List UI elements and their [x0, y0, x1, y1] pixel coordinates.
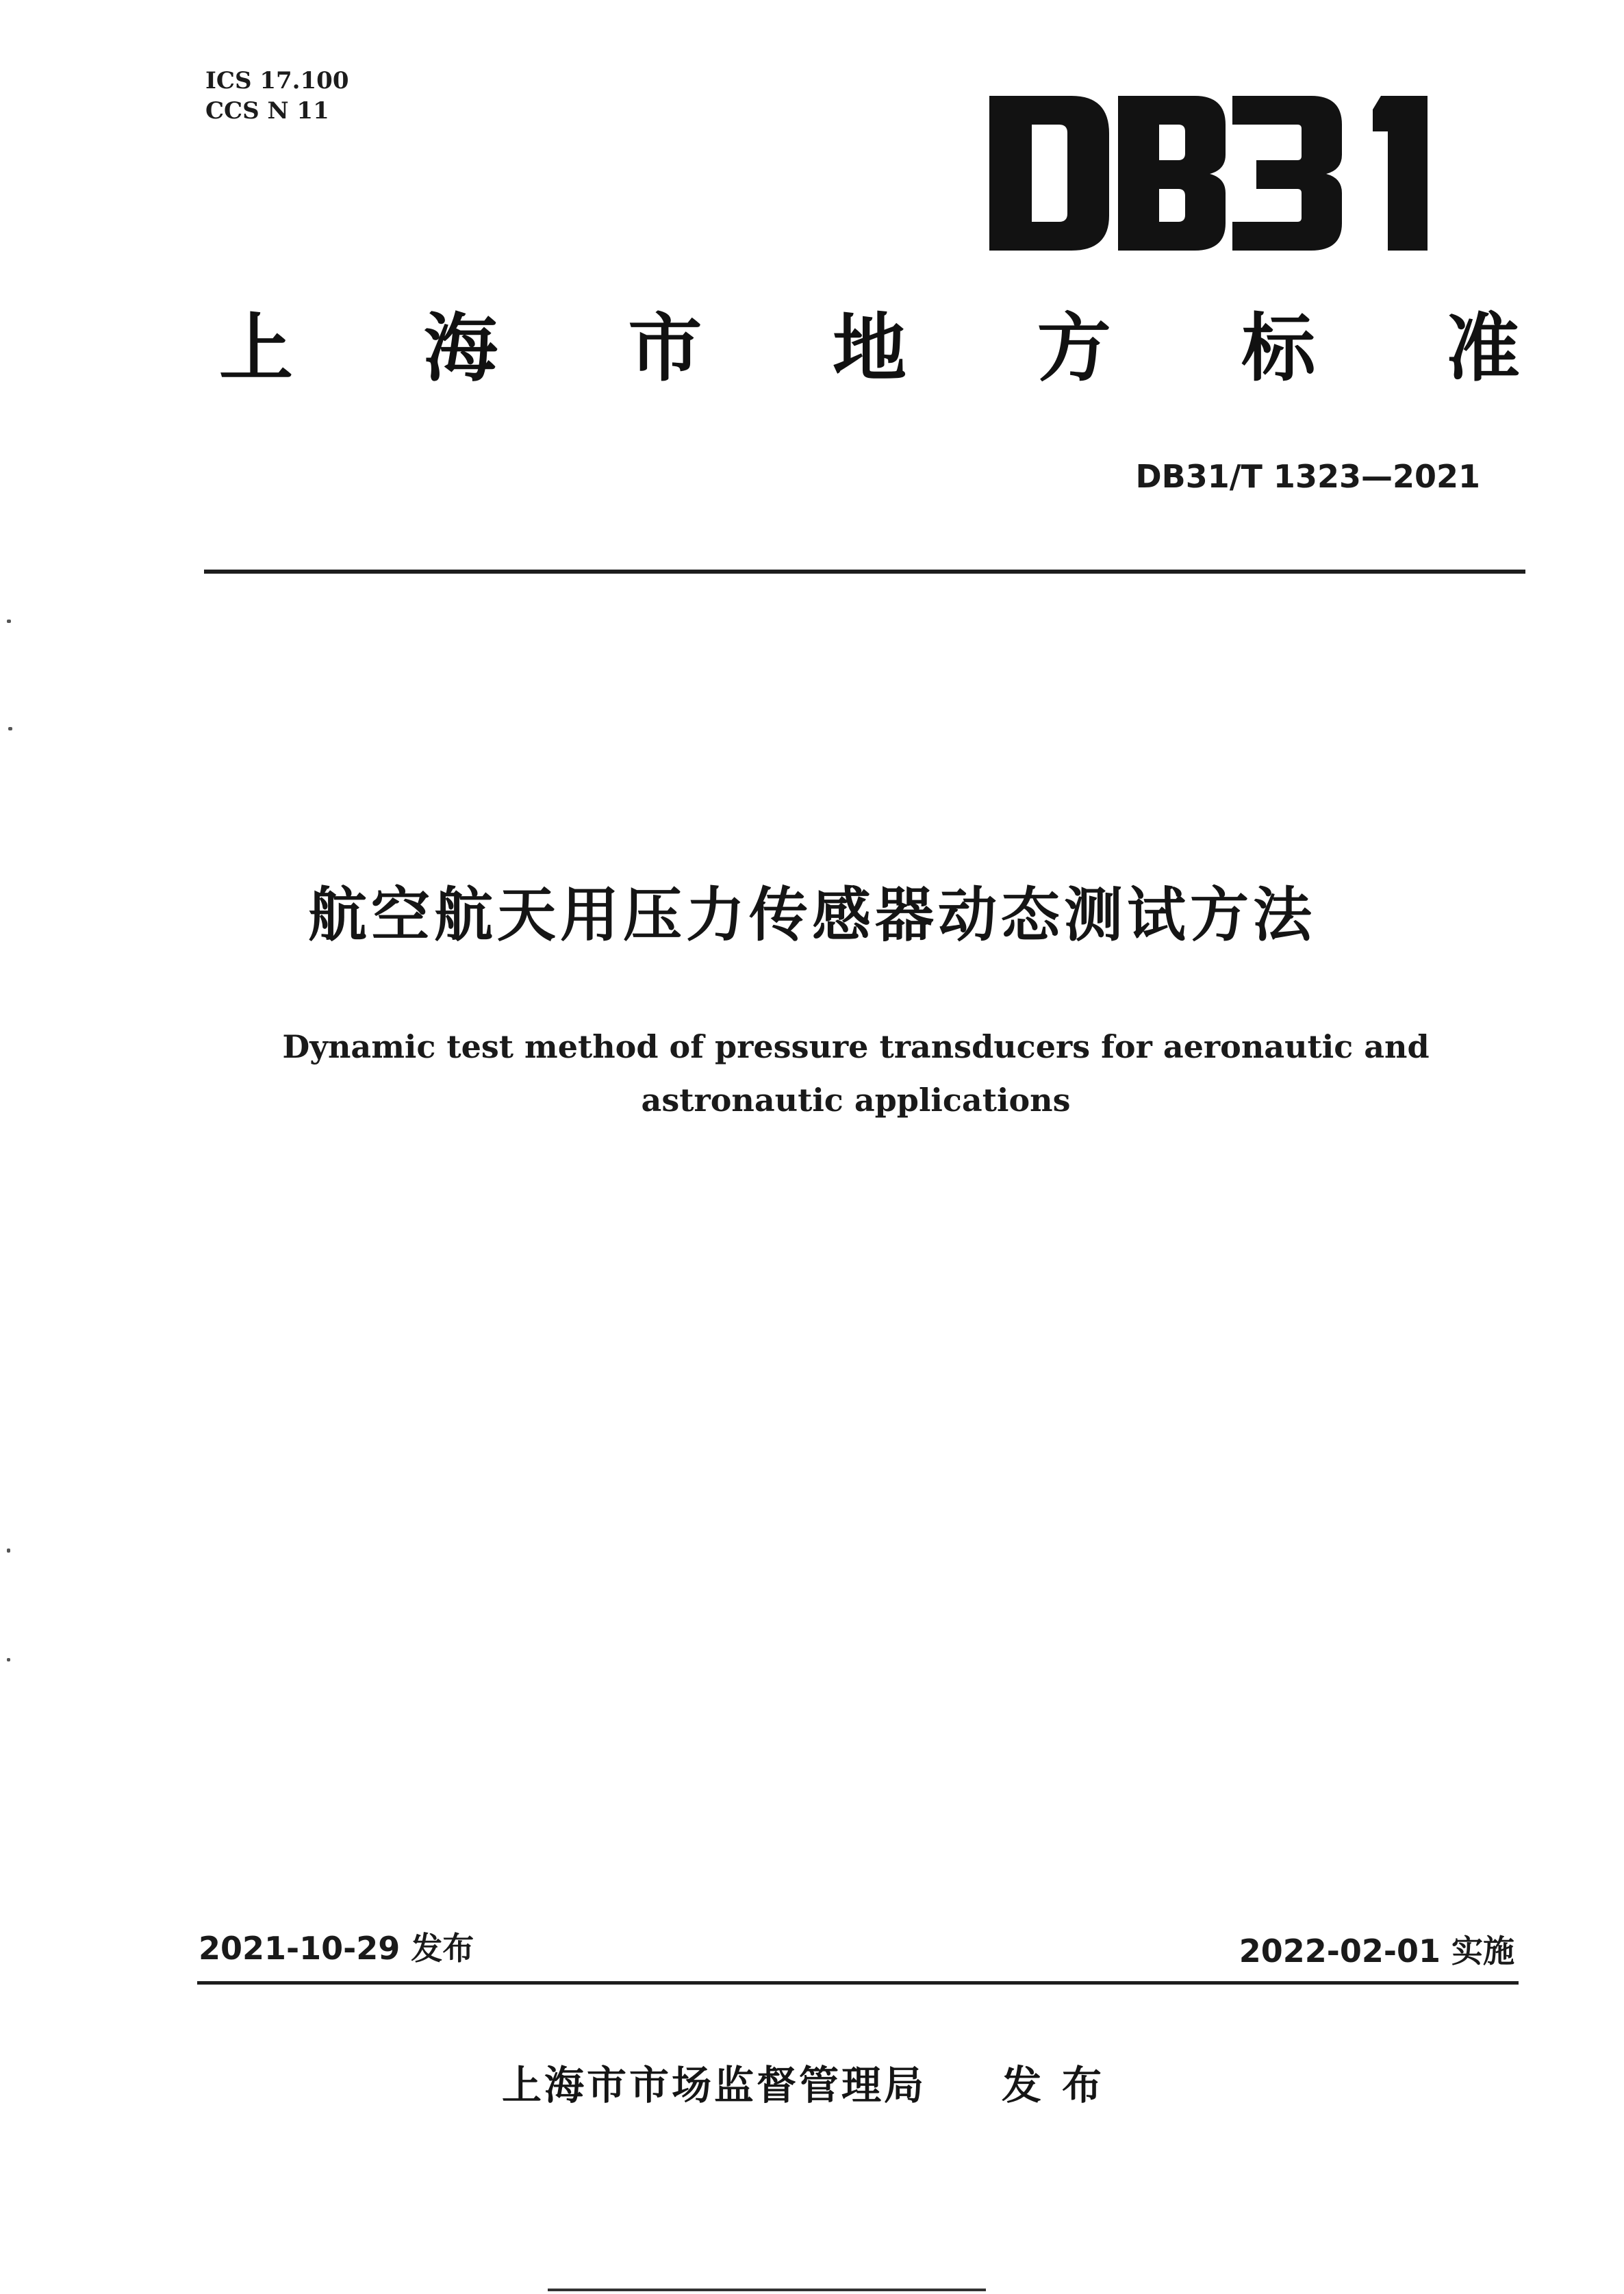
logo-text: DB31 [989, 89, 991, 90]
scan-speck [7, 1658, 10, 1661]
standard-type-char: 方 [1037, 306, 1111, 392]
standard-type-char: 海 [423, 306, 498, 392]
scan-speck [8, 727, 12, 730]
issuer-action: 发布 [1002, 2062, 1123, 2108]
title-chinese: 航空航天用压力传感器动态测试方法 [308, 881, 1316, 950]
publish-date: 2021-10-29 发布 [199, 1930, 474, 1967]
standard-type-char: 标 [1241, 306, 1316, 392]
standard-type-char: 准 [1445, 306, 1520, 392]
bottom-divider [197, 1981, 1519, 1985]
db31-logo [989, 89, 1441, 253]
title-english [274, 1020, 1438, 1127]
title-english-line: Dynamic test method of pressure transducers for aeronautic and [282, 1028, 1430, 1065]
standard-type-char: 市 [628, 306, 702, 392]
issuer-line [0, 2061, 1624, 2110]
ics-code: ICS 17.100 [205, 67, 349, 94]
top-divider [204, 570, 1525, 574]
ccs-code: CCS N 11 [205, 97, 329, 125]
standard-type-char: 地 [832, 306, 906, 392]
standard-type-heading [219, 305, 1520, 394]
classification-codes [205, 66, 348, 126]
implement-date: 2022-02-01 实施 [1239, 1933, 1514, 1970]
scan-speck [7, 1549, 10, 1553]
title-english-line: astronautic applications [641, 1082, 1071, 1119]
scan-speck [7, 620, 11, 623]
issuer-organization: 上海市市场监督管理局 [501, 2062, 926, 2108]
standard-number: DB31/T 1323—2021 [1135, 458, 1480, 495]
standard-type-char: 上 [219, 306, 294, 392]
scan-edge-mark [548, 2289, 986, 2291]
